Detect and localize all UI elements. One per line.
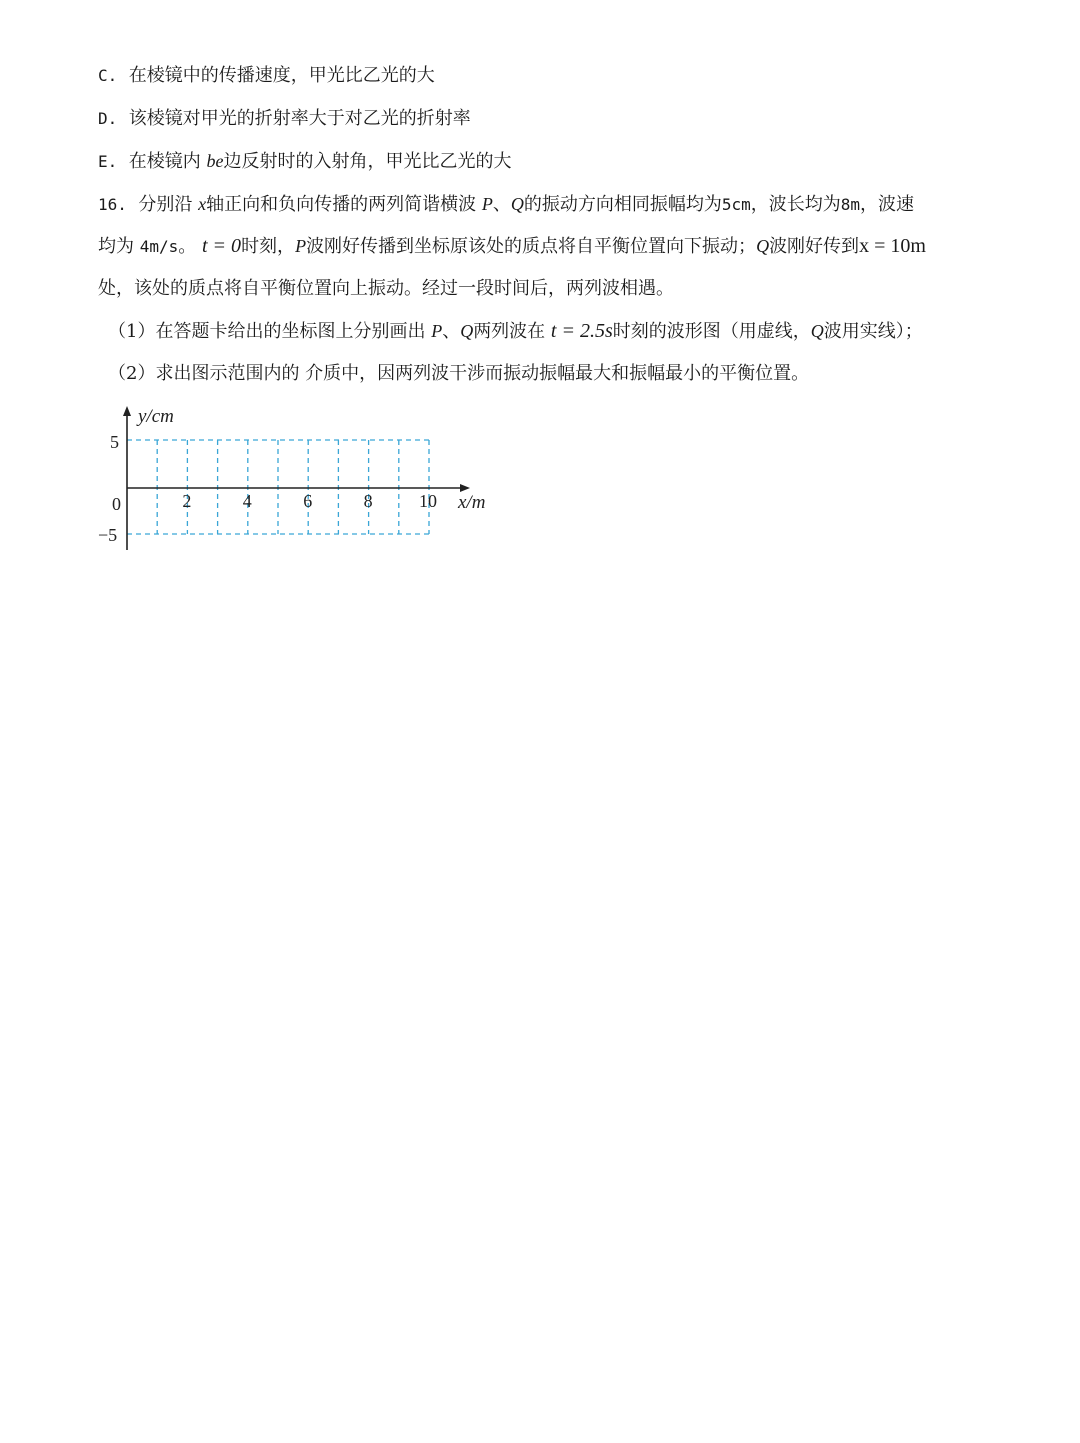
q16-p1-d: 波用实线）；	[823, 321, 923, 342]
q16-l2-p: P	[295, 236, 307, 256]
q16-number: 16.	[98, 195, 127, 214]
option-d	[98, 107, 471, 131]
option-d-text: 该棱镜对甲光的折射率大于对乙光的折射率	[128, 108, 471, 129]
x-tick-label: 10	[419, 491, 437, 511]
q16-p1-a: （1）在答题卡给出的坐标图上分别画出	[108, 321, 426, 342]
q16-l1-x: x	[198, 194, 207, 214]
option-d-letter: D.	[98, 109, 118, 128]
y-tick-bottom: −5	[98, 525, 118, 545]
q16-l1-q: Q	[510, 194, 524, 214]
y-axis-arrow	[123, 406, 131, 416]
q16-p1-q2: Q	[810, 321, 824, 341]
option-c-letter: C.	[98, 66, 118, 85]
q16-line-1	[98, 192, 914, 217]
option-e-text-before: 在棱镜内	[128, 151, 201, 172]
axes	[123, 406, 470, 550]
option-e-letter: E.	[98, 152, 118, 171]
q16-p2: （2）求出图示范围内的 介质中，因两列波干涉而振动振幅最大和振幅最小的平衡位置。	[108, 363, 810, 384]
q16-l2-d: 波刚好传播到坐标原该处的质点将自平衡位置向下振动；	[306, 236, 757, 257]
q16-line-3	[98, 277, 674, 301]
q16-l1-d: ，波长均为	[750, 194, 841, 215]
q16-p1-q: Q	[460, 321, 474, 341]
q16-line-2	[98, 234, 926, 259]
q16-p1-p: P	[431, 321, 443, 341]
grid-lines	[127, 440, 429, 534]
q16-l3: 处，该处的质点将自平衡位置向上振动。经过一段时间后，两列波相遇。	[98, 278, 674, 299]
q16-l1-c: 的振动方向相同振幅均为	[523, 194, 722, 215]
q16-l2-x10: x = 10m	[859, 235, 926, 257]
q16-l1-sep: 、	[492, 194, 511, 215]
q16-l2-c: 时刻，	[241, 236, 296, 257]
q16-l1-b: 轴正向和负向传播的两列简谐横波	[206, 194, 477, 215]
q16-p1-c: 时刻的波形图（用虚线，	[612, 321, 811, 342]
q16-l2-b: 。	[178, 236, 197, 257]
q16-l1-amp: 5cm	[721, 195, 751, 214]
x-axis-arrow	[460, 484, 470, 492]
q16-l2-e: 波刚好传到	[769, 236, 860, 257]
y-axis-label: y/cm	[138, 406, 174, 427]
origin-label: 0	[112, 494, 121, 514]
option-e-var: be	[206, 151, 224, 171]
q16-part-2	[108, 362, 809, 386]
q16-l2-q: Q	[756, 236, 770, 256]
option-c	[98, 64, 435, 88]
q16-l1-lambda: 8m	[840, 195, 860, 214]
x-tick-label: 4	[242, 491, 252, 511]
q16-l1-p: P	[481, 194, 493, 214]
q16-p1-b: 两列波在	[473, 321, 546, 342]
q16-l1-a: 分别沿	[138, 194, 193, 215]
x-axis-label: x/m	[458, 492, 486, 513]
q16-l2-t: t = 0	[202, 235, 242, 257]
x-tick-label: 2	[182, 491, 192, 511]
q16-l1-e: ，波速	[860, 194, 914, 215]
q16-part-1	[108, 319, 923, 344]
option-c-text: 在棱镜中的传播速度，甲光比乙光的大	[128, 65, 435, 86]
coordinate-graph	[92, 400, 502, 560]
x-tick-label: 8	[363, 491, 373, 511]
q16-p1-t: t = 2.5s	[550, 320, 613, 342]
y-tick-top: 5	[110, 432, 119, 452]
q16-p1-sep: 、	[442, 321, 461, 342]
q16-l2-a: 均为	[98, 236, 134, 257]
q16-l2-speed: 4m/s	[139, 237, 179, 256]
x-tick-label: 6	[303, 491, 313, 511]
option-e-text-after: 边反射时的入射角，甲光比乙光的大	[223, 151, 512, 172]
option-e	[98, 149, 511, 174]
